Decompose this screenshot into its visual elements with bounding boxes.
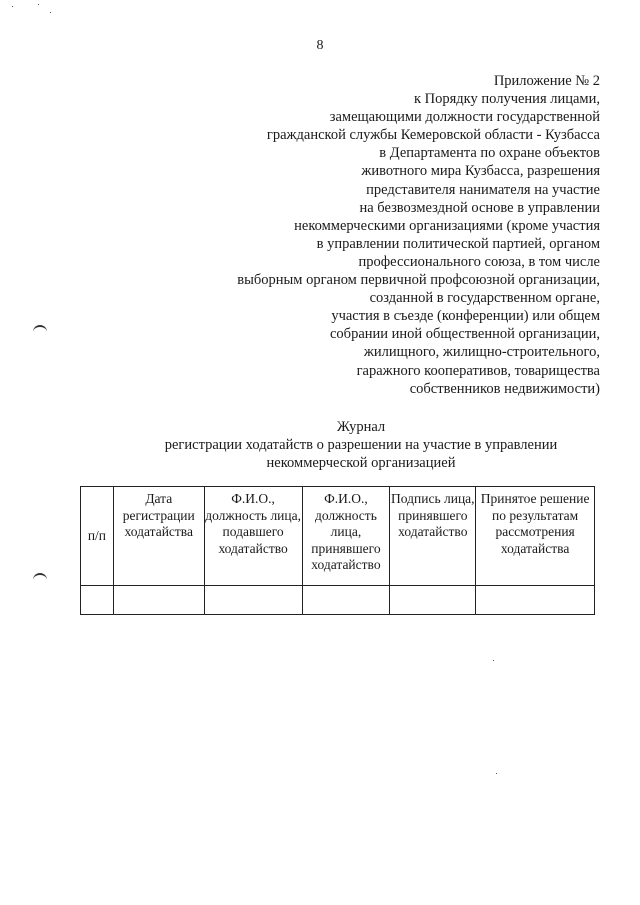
hole-punch-mark xyxy=(33,325,47,334)
table-cell xyxy=(302,586,390,615)
annex-line: жилищного, жилищно-строительного, xyxy=(363,344,600,361)
annex-line: некоммерческими организациями (кроме участия xyxy=(294,217,600,234)
table-cell xyxy=(204,586,302,615)
column-header-signature: Подпись лица, принявшего ходатайство xyxy=(390,487,476,586)
annex-line: профессионального союза, в том числе xyxy=(358,253,600,270)
annex-line: представителя нанимателя на участие xyxy=(366,181,600,198)
column-header-number: п/п xyxy=(81,487,114,586)
table-cell xyxy=(81,586,114,615)
hole-punch-mark xyxy=(33,573,47,582)
annex-line: животного мира Кузбасса, разрешения xyxy=(361,163,600,180)
scan-speck xyxy=(12,6,13,7)
page-number: 8 xyxy=(316,38,324,53)
annex-line: выборным органом первичной профсоюзной организации, xyxy=(237,272,600,289)
scan-speck xyxy=(38,4,39,5)
annex-line: в управлении политической партией, органом xyxy=(316,235,600,252)
column-header-decision: Принятое решение по результатам рассмотрения ходатайства xyxy=(476,487,595,586)
annex-line: гаражного кооперативов, товарищества xyxy=(356,362,600,379)
journal-subtitle-line: регистрации ходатайств о разрешении на участие в управлении xyxy=(164,437,558,453)
table-cell xyxy=(390,586,476,615)
annex-line: к Порядку получения лицами, xyxy=(413,91,600,108)
journal-subtitle-line: некоммерческой организацией xyxy=(266,455,456,471)
annex-line: Приложение № 2 xyxy=(493,73,600,89)
table-header-row xyxy=(81,487,595,586)
journal-title: Журнал xyxy=(336,419,386,435)
annex-header xyxy=(80,72,600,398)
annex-line: собственников недвижимости) xyxy=(409,380,600,397)
scan-speck xyxy=(496,773,497,774)
column-header-receiver: Ф.И.О., должность лица, принявшего ходатайство xyxy=(302,487,390,586)
scan-speck xyxy=(493,660,494,661)
annex-line: в Департамента по охране объектов xyxy=(379,145,600,162)
column-header-applicant: Ф.И.О., должность лица, подавшего ходатайство xyxy=(204,487,302,586)
table-cell xyxy=(113,586,204,615)
annex-line: участия в съезде (конференции) или общем xyxy=(331,308,600,325)
scan-speck xyxy=(50,12,51,13)
table-row xyxy=(81,586,595,615)
annex-line: гражданской службы Кемеровской области - Кузбасса xyxy=(266,127,600,144)
annex-line: на безвозмездной основе в управлении xyxy=(359,199,600,216)
annex-line: созданной в государственном органе, xyxy=(369,290,600,307)
annex-line: замещающими должности государственной xyxy=(329,109,600,126)
column-header-date: Дата регистрации ходатайства xyxy=(113,487,204,586)
annex-line: собрании иной общественной организации, xyxy=(330,326,600,343)
register-table xyxy=(80,486,595,615)
journal-heading xyxy=(0,418,640,472)
table-cell xyxy=(476,586,595,615)
